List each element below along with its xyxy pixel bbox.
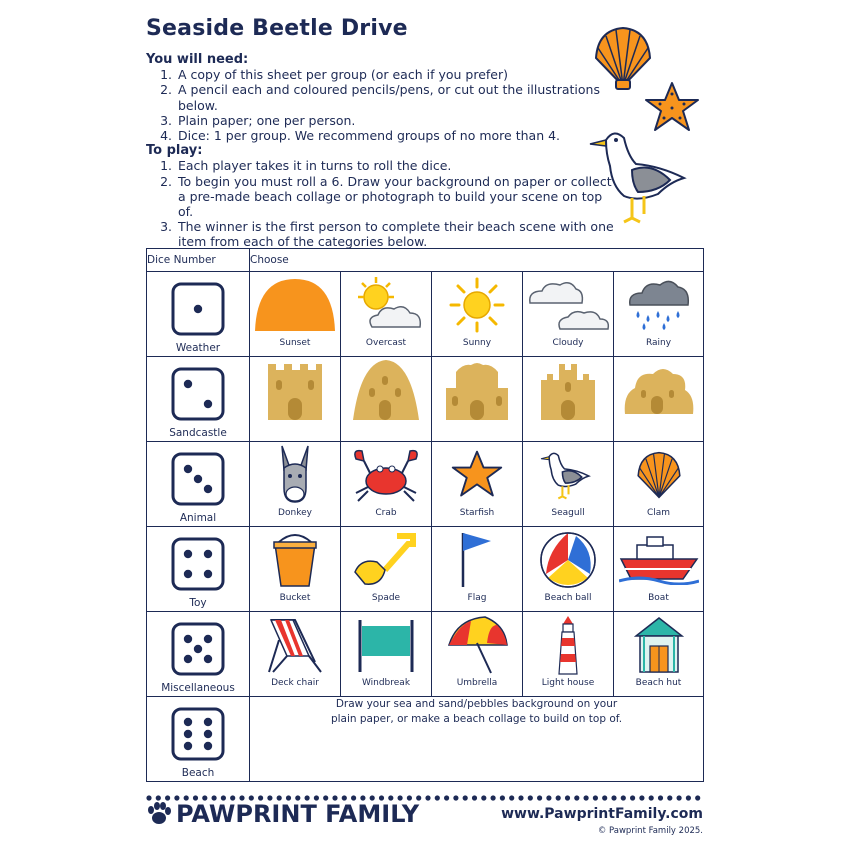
choice-cell — [523, 357, 614, 442]
choice-cell — [432, 272, 523, 357]
divider-dot — [509, 795, 514, 800]
divider-dot — [491, 795, 496, 800]
dice-2-icon — [171, 367, 225, 421]
cloudy-icon — [526, 274, 610, 336]
beach-ball-icon — [538, 529, 598, 591]
divider-dot — [444, 795, 449, 800]
divider-dot — [556, 795, 561, 800]
note-line: plain paper, or make a beach collage to build on top of. — [330, 713, 623, 725]
choice-label: Spade — [371, 593, 401, 603]
copyright: © Pawprint Family 2025. — [597, 826, 703, 836]
divider-dot — [425, 795, 430, 800]
need-heading: You will need: — [146, 52, 249, 67]
choice-cell — [614, 442, 704, 527]
divider-dot — [528, 795, 533, 800]
sunny-icon — [447, 274, 507, 336]
list-item: 1. A copy of this sheet per group (or each if you prefer) — [160, 67, 508, 83]
rainy-icon — [626, 274, 692, 336]
choice-cell — [614, 357, 704, 442]
note-line: Draw your sea and sand/pebbles background on your — [335, 698, 618, 710]
divider-dot — [537, 795, 542, 800]
divider-dot — [611, 795, 616, 800]
choice-cell — [432, 357, 523, 442]
bucket-icon — [271, 529, 319, 591]
table-row — [147, 527, 704, 612]
choice-label: Rainy — [645, 338, 672, 348]
divider-dot — [621, 795, 626, 800]
choice-label: Bucket — [279, 593, 311, 603]
list-item: 1. Each player takes it in turns to roll the dice. — [160, 158, 452, 174]
row-head-toy — [147, 527, 250, 612]
donkey-icon — [270, 444, 320, 506]
beetle-drive-table — [146, 248, 704, 782]
column-header-dice: Dice Number — [147, 249, 250, 272]
list-item: 2. A pencil each and coloured pencils/pens, or cut out the illustrations below. — [160, 82, 600, 113]
dice-6-icon — [171, 707, 225, 761]
divider-dot — [602, 795, 607, 800]
choice-label: Light house — [541, 678, 595, 688]
choice-cell — [250, 442, 341, 527]
clam-icon — [632, 444, 686, 506]
row-head-sandcastle — [147, 357, 250, 442]
light-house-icon — [553, 614, 583, 676]
seagull-icon — [540, 444, 596, 506]
column-header-choose: Choose — [250, 249, 704, 272]
divider-dot — [453, 795, 458, 800]
brand-name: PAWPRINT FAMILY — [176, 800, 420, 828]
choice-cell — [250, 272, 341, 357]
choice-label: Deck chair — [271, 678, 319, 688]
divider-dot — [658, 795, 663, 800]
choice-cell — [341, 527, 432, 612]
sandcastle-3-icon — [444, 359, 510, 421]
sunset-icon — [253, 274, 337, 336]
sandcastle-2-icon — [351, 359, 421, 421]
row-head-weather — [147, 272, 250, 357]
choice-label: Starfish — [459, 508, 495, 518]
divider-dot — [565, 795, 570, 800]
row-head-miscellaneous — [147, 612, 250, 697]
windbreak-icon — [354, 614, 418, 676]
choice-label: Overcast — [365, 338, 407, 348]
row-head-beach — [147, 697, 250, 782]
divider-dot — [584, 795, 589, 800]
play-list — [146, 158, 616, 249]
choice-label: Beach ball — [544, 593, 592, 603]
dice-5-icon — [171, 622, 225, 676]
list-item: 4. Dice: 1 per group. We recommend groups of no more than 4. — [160, 128, 561, 144]
choice-cell — [432, 442, 523, 527]
play-heading: To play: — [146, 143, 203, 159]
umbrella-icon — [445, 614, 509, 676]
choice-label: Flag — [467, 593, 487, 603]
starfish-icon — [449, 444, 505, 506]
choice-label: Beach hut — [635, 678, 682, 688]
table-row — [147, 612, 704, 697]
choice-cell — [432, 527, 523, 612]
choice-cell — [614, 272, 704, 357]
sandcastle-1-icon — [264, 359, 326, 421]
flag-icon — [457, 529, 497, 591]
page-title: Seaside Beetle Drive — [146, 16, 408, 41]
choice-cell — [341, 442, 432, 527]
choice-cell — [250, 357, 341, 442]
category-label: Toy — [189, 597, 207, 609]
dice-1-icon — [171, 282, 225, 336]
category-label: Miscellaneous — [161, 682, 235, 694]
choice-label: Sunny — [462, 338, 492, 348]
divider-dot — [500, 795, 505, 800]
choice-cell — [341, 357, 432, 442]
choice-cell — [523, 272, 614, 357]
divider-dot — [639, 795, 644, 800]
deck-chair-icon — [265, 614, 325, 676]
paw-icon — [146, 802, 172, 826]
list-item: 3. Plain paper; one per person. — [160, 112, 356, 128]
divider-dot — [695, 795, 700, 800]
dice-4-icon — [171, 537, 225, 591]
overcast-icon — [346, 274, 426, 336]
dice-3-icon — [171, 452, 225, 506]
divider-dot — [472, 795, 477, 800]
category-label: Animal — [179, 512, 217, 524]
list-item: 3. The winner is the first person to complete their beach scene with one item from each of the categories below. — [160, 219, 614, 250]
choice-label: Seagull — [551, 508, 585, 518]
divider-dot — [435, 795, 440, 800]
divider-dot — [481, 795, 486, 800]
crab-icon — [350, 444, 422, 506]
choice-cell — [523, 442, 614, 527]
seagull-icon — [588, 126, 698, 226]
table-row — [147, 442, 704, 527]
choice-label: Windbreak — [361, 678, 411, 688]
category-label: Sandcastle — [169, 427, 227, 439]
beach-note — [250, 697, 704, 782]
category-label: Beach — [181, 767, 215, 779]
instructions — [146, 52, 616, 250]
divider-dot — [630, 795, 635, 800]
choice-label: Donkey — [278, 508, 312, 518]
choice-cell — [432, 612, 523, 697]
table-row — [147, 357, 704, 442]
website-url: www.PawprintFamily.com — [501, 806, 703, 822]
sandcastle-5-icon — [623, 359, 695, 421]
choice-cell — [614, 527, 704, 612]
boat-icon — [619, 529, 699, 591]
beach-hut-icon — [634, 614, 684, 676]
row-head-animal — [147, 442, 250, 527]
divider-dot — [518, 795, 523, 800]
choice-cell — [341, 612, 432, 697]
category-label: Weather — [175, 342, 221, 354]
divider-dot — [667, 795, 672, 800]
spade-icon — [351, 529, 421, 591]
choice-label: Cloudy — [552, 338, 584, 348]
choice-cell — [523, 612, 614, 697]
table-row — [147, 272, 704, 357]
divider-dot — [574, 795, 579, 800]
divider-dot — [593, 795, 598, 800]
divider-dot — [546, 795, 551, 800]
list-item: 2. To begin you must roll a 6. Draw your background on paper or collect a pre-made beach collage or photograph to build your scene on top of. — [160, 173, 612, 220]
choice-label: Boat — [648, 593, 669, 603]
choice-cell — [250, 612, 341, 697]
choice-cell — [614, 612, 704, 697]
choice-cell — [341, 272, 432, 357]
divider-dot — [686, 795, 691, 800]
choice-label: Clam — [646, 508, 671, 518]
choice-cell — [523, 527, 614, 612]
need-list — [146, 67, 616, 143]
divider-dot — [463, 795, 468, 800]
sandcastle-4-icon — [537, 359, 599, 421]
divider-dot — [649, 795, 654, 800]
choice-label: Crab — [375, 508, 397, 518]
divider-dot — [677, 795, 682, 800]
choice-label: Sunset — [279, 338, 311, 348]
choice-label: Umbrella — [456, 678, 498, 688]
brand-logo — [146, 800, 419, 828]
choice-cell — [250, 527, 341, 612]
